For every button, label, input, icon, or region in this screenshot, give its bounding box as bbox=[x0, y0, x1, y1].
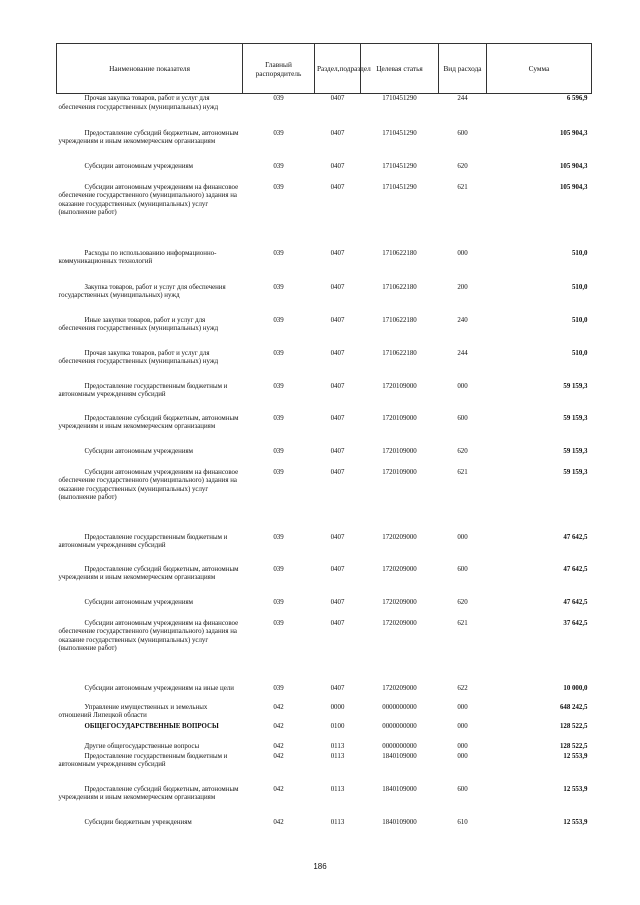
cell-type: 600 bbox=[457, 565, 468, 573]
cell-admin: 039 bbox=[273, 598, 284, 606]
table-row bbox=[57, 162, 592, 183]
cell-section: 0407 bbox=[330, 382, 345, 390]
table-row bbox=[57, 752, 592, 785]
cell-type: 000 bbox=[457, 703, 468, 711]
cell-sum: 128 522,5 bbox=[559, 742, 588, 750]
cell-name: Предоставление государственным бюджетным и автономным учреждениям субсидий bbox=[58, 752, 228, 769]
cell-name: Предоставление государственным бюджетным и автономным учреждениям субсидий bbox=[58, 382, 228, 399]
cell-sum: 6 596,9 bbox=[566, 95, 588, 102]
cell-name: Предоставление субсидий бюджетным, автономным учреждениям и иным некоммерческим организациям bbox=[58, 129, 239, 146]
cell-section: 0407 bbox=[330, 468, 345, 476]
cell-target: 1720209000 bbox=[382, 565, 417, 573]
cell-type: 621 bbox=[457, 183, 468, 191]
cell-admin: 042 bbox=[273, 785, 284, 793]
table-row bbox=[57, 703, 592, 722]
table-header-row bbox=[57, 44, 592, 94]
cell-target: 1710622180 bbox=[382, 249, 417, 257]
cell-name: Управление имущественных и земельных отношений Липецкой области bbox=[58, 703, 208, 720]
cell-section: 0407 bbox=[330, 283, 345, 291]
cell-sum: 12 553,9 bbox=[563, 818, 588, 826]
cell-type: 000 bbox=[457, 742, 468, 750]
cell-target: 1720109000 bbox=[382, 447, 417, 455]
cell-section: 0113 bbox=[330, 818, 345, 826]
cell-type: 000 bbox=[457, 722, 468, 730]
cell-type: 622 bbox=[457, 684, 468, 692]
cell-type: 244 bbox=[457, 349, 468, 357]
table-row bbox=[57, 249, 592, 283]
cell-sum: 47 642,5 bbox=[563, 565, 588, 573]
cell-target: 0000000000 bbox=[382, 742, 417, 750]
cell-target: 0000000000 bbox=[382, 703, 417, 711]
table-row bbox=[57, 533, 592, 565]
cell-type: 600 bbox=[457, 785, 468, 793]
cell-type: 200 bbox=[457, 283, 468, 291]
cell-name: Субсидии бюджетным учреждениям bbox=[84, 818, 192, 826]
cell-admin: 042 bbox=[273, 722, 284, 730]
cell-target: 1720109000 bbox=[382, 382, 417, 390]
cell-type: 621 bbox=[457, 468, 468, 476]
cell-section: 0407 bbox=[330, 598, 345, 606]
table-row bbox=[57, 619, 592, 684]
cell-type: 610 bbox=[457, 818, 468, 826]
table-row bbox=[57, 94, 592, 129]
cell-section: 0407 bbox=[330, 414, 345, 422]
cell-target: 1720209000 bbox=[382, 598, 417, 606]
cell-name: Закупка товаров, работ и услуг для обеспечения государственных (муниципальных) нужд bbox=[58, 283, 226, 300]
cell-section: 0113 bbox=[330, 752, 345, 760]
table-row bbox=[57, 468, 592, 533]
cell-target: 1720109000 bbox=[382, 414, 417, 422]
cell-type: 620 bbox=[457, 162, 468, 170]
cell-type: 600 bbox=[457, 129, 468, 137]
cell-sum: 59 159,3 bbox=[563, 414, 588, 422]
cell-section: 0407 bbox=[330, 684, 345, 692]
cell-target: 1710451290 bbox=[382, 129, 417, 137]
cell-name: Прочая закупка товаров, работ и услуг для обеспечения государственных (муниципальных) нужд bbox=[58, 95, 219, 111]
cell-admin: 039 bbox=[273, 619, 284, 627]
cell-sum: 105 904,3 bbox=[559, 129, 588, 137]
cell-admin: 039 bbox=[273, 183, 284, 191]
table-row bbox=[57, 785, 592, 818]
cell-admin: 042 bbox=[273, 818, 284, 826]
cell-name: Субсидии автономным учреждениям на финансовое обеспечение государственного (муниципального) задания на оказание государственных (муниципальных) услуг (выполнение работ) bbox=[58, 619, 239, 653]
cell-type: 000 bbox=[457, 382, 468, 390]
cell-sum: 59 159,3 bbox=[563, 447, 588, 455]
cell-sum: 37 642,5 bbox=[563, 619, 588, 627]
table-row bbox=[57, 447, 592, 468]
cell-target: 1720209000 bbox=[382, 619, 417, 627]
cell-name: Субсидии автономным учреждениям bbox=[84, 598, 194, 606]
cell-sum: 510,0 bbox=[571, 249, 588, 257]
table-row bbox=[57, 129, 592, 162]
page-number: 186 bbox=[313, 862, 327, 871]
cell-target: 1710451290 bbox=[382, 183, 417, 191]
cell-sum: 59 159,3 bbox=[563, 468, 588, 476]
cell-name: Субсидии автономным учреждениям bbox=[84, 162, 194, 170]
cell-admin: 039 bbox=[273, 283, 284, 291]
cell-section: 0407 bbox=[330, 565, 345, 573]
cell-target: 1710622180 bbox=[382, 316, 417, 324]
cell-section: 0407 bbox=[330, 249, 345, 257]
cell-name: Другие общегосударственные вопросы bbox=[84, 742, 200, 750]
cell-sum: 59 159,3 bbox=[563, 382, 588, 390]
cell-type: 240 bbox=[457, 316, 468, 324]
cell-name: Предоставление государственным бюджетным и автономным учреждениям субсидий bbox=[58, 533, 228, 550]
cell-admin: 039 bbox=[273, 382, 284, 390]
cell-name: Субсидии автономным учреждениям на иные цели bbox=[84, 684, 234, 692]
table-row bbox=[57, 316, 592, 349]
cell-section: 0407 bbox=[330, 316, 345, 324]
table-row bbox=[57, 684, 592, 703]
cell-sum: 105 904,3 bbox=[559, 183, 588, 191]
cell-type: 000 bbox=[457, 533, 468, 541]
cell-section: 0407 bbox=[330, 619, 345, 627]
cell-name: Прочая закупка товаров, работ и услуг для обеспечения государственных (муниципальных) нужд bbox=[58, 349, 219, 366]
cell-sum: 47 642,5 bbox=[563, 598, 588, 606]
cell-sum: 128 522,5 bbox=[559, 722, 588, 730]
cell-sum: 510,0 bbox=[571, 283, 588, 291]
cell-section: 0113 bbox=[330, 742, 345, 750]
table-row bbox=[57, 742, 592, 752]
cell-target: 1710622180 bbox=[382, 349, 417, 357]
cell-target: 1710451290 bbox=[382, 162, 417, 170]
cell-admin: 039 bbox=[273, 249, 284, 257]
cell-sum: 47 642,5 bbox=[563, 533, 588, 541]
cell-sum: 510,0 bbox=[571, 316, 588, 324]
cell-admin: 039 bbox=[273, 162, 284, 170]
cell-type: 000 bbox=[457, 249, 468, 257]
cell-name: Предоставление субсидий бюджетным, автономным учреждениям и иным некоммерческим организациям bbox=[58, 565, 239, 582]
cell-name: Расходы по использованию информационно-коммуникационных технологий bbox=[58, 249, 217, 266]
cell-target: 1840109000 bbox=[382, 818, 417, 826]
table-row bbox=[57, 349, 592, 382]
cell-sum: 12 553,9 bbox=[563, 785, 588, 793]
header-name: Наименование показателя bbox=[57, 44, 243, 94]
cell-admin: 039 bbox=[273, 129, 284, 137]
table-body bbox=[57, 94, 592, 830]
budget-table bbox=[56, 43, 592, 830]
header-section: Раздел,подраздел bbox=[315, 44, 361, 94]
cell-type: 600 bbox=[457, 414, 468, 422]
cell-section: 0407 bbox=[330, 129, 345, 137]
cell-admin: 039 bbox=[273, 95, 284, 102]
cell-name: Предоставление субсидий бюджетным, автономным учреждениям и иным некоммерческим организациям bbox=[58, 785, 239, 802]
budget-table-container bbox=[56, 43, 591, 830]
cell-section: 0000 bbox=[330, 703, 345, 711]
cell-target: 1710451290 bbox=[382, 95, 417, 102]
table-row bbox=[57, 818, 592, 830]
table-row bbox=[57, 414, 592, 447]
cell-sum: 105 904,3 bbox=[559, 162, 588, 170]
cell-section: 0407 bbox=[330, 447, 345, 455]
cell-section: 0407 bbox=[330, 533, 345, 541]
cell-name: Иные закупки товаров, работ и услуг для обеспечения государственных (муниципальных) нужд bbox=[58, 316, 219, 333]
cell-section: 0407 bbox=[330, 349, 345, 357]
table-row bbox=[57, 565, 592, 598]
cell-type: 621 bbox=[457, 619, 468, 627]
header-target: Целевая статья bbox=[361, 44, 439, 94]
cell-admin: 039 bbox=[273, 316, 284, 324]
cell-section: 0100 bbox=[330, 722, 345, 730]
cell-target: 1720209000 bbox=[382, 533, 417, 541]
cell-name: Субсидии автономным учреждениям на финансовое обеспечение государственного (муниципального) задания на оказание государственных (муниципальных) услуг (выполнение работ) bbox=[58, 183, 239, 217]
cell-name: Субсидии автономным учреждениям на финансовое обеспечение государственного (муниципального) задания на оказание государственных (муниципальных) услуг (выполнение работ) bbox=[58, 468, 239, 502]
cell-admin: 039 bbox=[273, 414, 284, 422]
cell-admin: 042 bbox=[273, 742, 284, 750]
cell-admin: 039 bbox=[273, 468, 284, 476]
cell-admin: 039 bbox=[273, 349, 284, 357]
cell-section: 0407 bbox=[330, 162, 345, 170]
cell-name: Субсидии автономным учреждениям bbox=[84, 447, 194, 455]
cell-type: 000 bbox=[457, 752, 468, 760]
table-row bbox=[57, 183, 592, 249]
cell-section: 0113 bbox=[330, 785, 345, 793]
cell-target: 1840109000 bbox=[382, 752, 417, 760]
cell-target: 1710622180 bbox=[382, 283, 417, 291]
table-row bbox=[57, 722, 592, 742]
cell-admin: 042 bbox=[273, 752, 284, 760]
cell-name: ОБЩЕГОСУДАРСТВЕННЫЕ ВОПРОСЫ bbox=[84, 722, 219, 730]
header-type: Вид расхода bbox=[439, 44, 487, 94]
cell-name: Предоставление субсидий бюджетным, автономным учреждениям и иным некоммерческим организациям bbox=[58, 414, 239, 431]
cell-target: 1720109000 bbox=[382, 468, 417, 476]
cell-section: 0407 bbox=[330, 95, 345, 102]
cell-sum: 648 242,5 bbox=[559, 703, 588, 711]
cell-type: 620 bbox=[457, 447, 468, 455]
cell-target: 1720209000 bbox=[382, 684, 417, 692]
cell-type: 244 bbox=[457, 95, 468, 102]
cell-admin: 039 bbox=[273, 447, 284, 455]
header-admin: Главный распорядитель bbox=[243, 44, 315, 94]
cell-admin: 039 bbox=[273, 684, 284, 692]
table-row bbox=[57, 283, 592, 316]
cell-sum: 510,0 bbox=[571, 349, 588, 357]
cell-sum: 12 553,9 bbox=[563, 752, 588, 760]
table-row bbox=[57, 382, 592, 414]
cell-type: 620 bbox=[457, 598, 468, 606]
table-row bbox=[57, 598, 592, 619]
cell-admin: 042 bbox=[273, 703, 284, 711]
cell-sum: 10 000,0 bbox=[563, 684, 588, 692]
header-sum: Сумма bbox=[487, 44, 592, 94]
cell-admin: 039 bbox=[273, 565, 284, 573]
cell-target: 1840109000 bbox=[382, 785, 417, 793]
cell-admin: 039 bbox=[273, 533, 284, 541]
cell-target: 0000000000 bbox=[382, 722, 417, 730]
cell-section: 0407 bbox=[330, 183, 345, 191]
